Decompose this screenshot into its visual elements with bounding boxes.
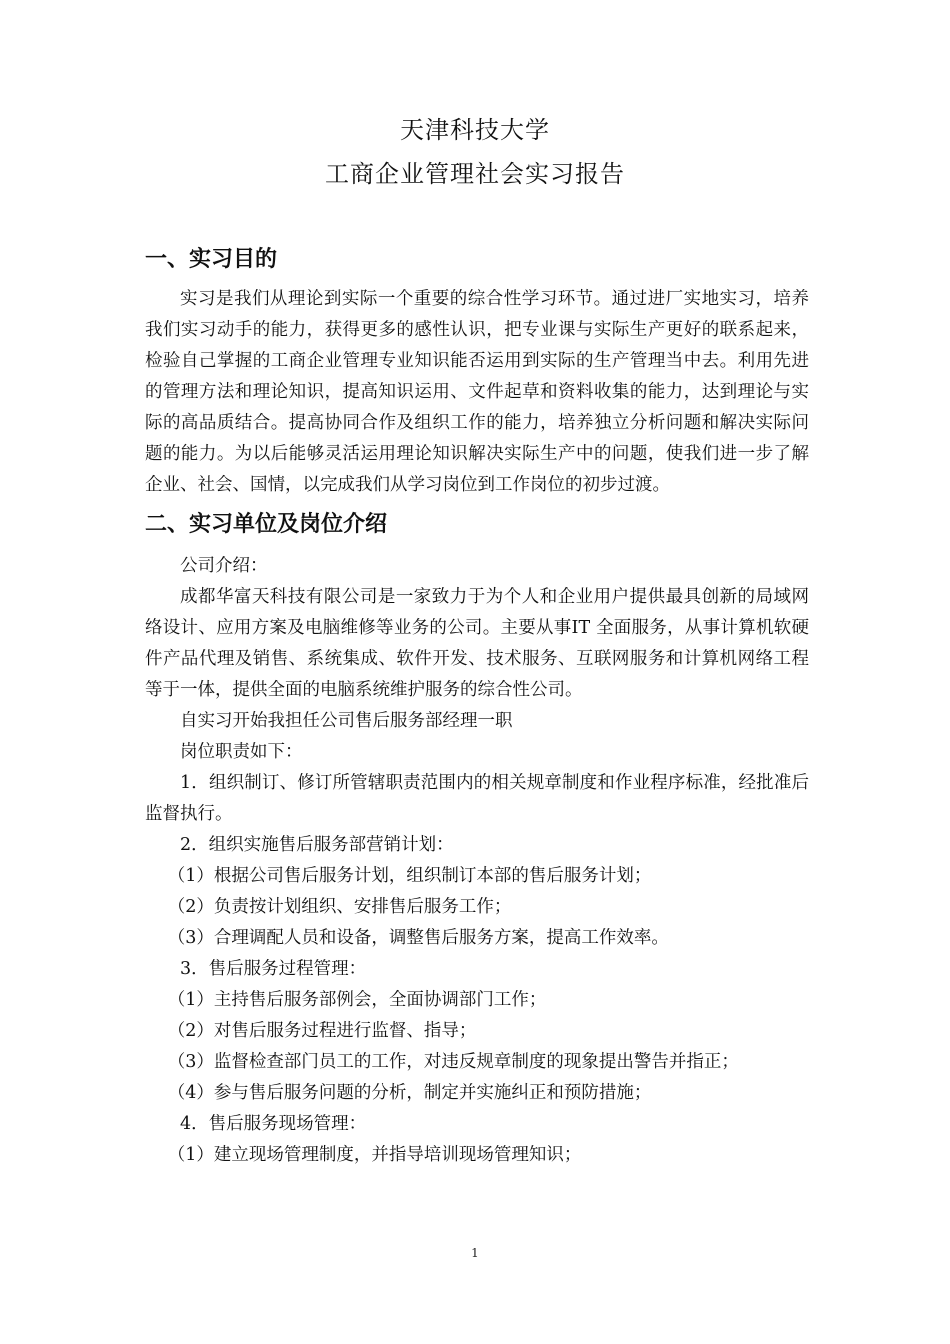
duty-2-item: （3）合理调配人员和设备，调整售后服务方案，提高工作效率。 bbox=[167, 928, 669, 948]
duty-3-item: （1）主持售后服务部例会，全面协调部门工作； bbox=[167, 990, 547, 1010]
duty-4: 4．售后服务现场管理： bbox=[180, 1114, 367, 1134]
duty-2-item: （2）负责按计划组织、安排售后服务工作； bbox=[167, 897, 512, 917]
duty-1: 1．组织制订、修订所管辖职责范围内的相关规章制度和作业程序标准，经批准后监督执行。 bbox=[145, 773, 809, 824]
duty-3-item: （4）参与售后服务问题的分析，制定并实施纠正和预防措施； bbox=[167, 1083, 652, 1103]
duty-3-item: （3）监督检查部门员工的工作，对违反规章制度的现象提出警告并指正； bbox=[167, 1052, 739, 1072]
title-block bbox=[0, 108, 950, 196]
company-intro-text: 成都华富天科技有限公司是一家致力于为个人和企业用户提供最具创新的局域网络设计、应用方案及电脑维修等业务的公司。主要从事IT 全面服务，从事计算机软硬件产品代理及销售、系统集成、软件开发、技术服务、互联网服务和计算机网络工程等于一体，提供全面的电脑系统维护服务的综合性公司。 bbox=[145, 587, 809, 700]
section-1-paragraph: 实习是我们从理论到实际一个重要的综合性学习环节。通过进厂实地实习，培养我们实习动手的能力，获得更多的感性认识，把专业课与实际生产更好的联系起来，检验自己掌握的工商企业管理专业知识能否运用到实际的生产管理当中去。利用先进的管理方法和理论知识，提高知识运用、文件起草和资料收集的能力，达到理论与实际的高品质结合。提高协同合作及组织工作的能力，培养独立分析问题和解决实际问题的能力。为以后能够灵活运用理论知识解决实际生产中的问题，使我们进一步了解企业、社会、国情，以完成我们从学习岗位到工作岗位的初步过渡。 bbox=[145, 289, 809, 495]
section-2-heading: 二、实习单位及岗位介绍 bbox=[145, 512, 388, 537]
position-text: 自实习开始我担任公司售后服务部经理一职 bbox=[180, 711, 513, 731]
duty-2-item: （1）根据公司售后服务计划，组织制订本部的售后服务计划； bbox=[167, 866, 652, 886]
duty-3: 3．售后服务过程管理： bbox=[180, 959, 367, 979]
duty-2: 2．组织实施售后服务部营销计划： bbox=[180, 835, 454, 855]
duty-3-item: （2）对售后服务过程进行监督、指导； bbox=[167, 1021, 477, 1041]
university-name: 天津科技大学 bbox=[400, 116, 550, 144]
company-intro-label: 公司介绍： bbox=[180, 556, 268, 576]
report-title: 工商企业管理社会实习报告 bbox=[325, 160, 625, 188]
document-body bbox=[145, 240, 809, 1171]
duty-4-item: （1）建立现场管理制度，并指导培训现场管理知识； bbox=[167, 1145, 582, 1165]
duties-label: 岗位职责如下： bbox=[180, 742, 303, 762]
section-1-heading: 一、实习目的 bbox=[145, 247, 278, 272]
page-number: 1 bbox=[471, 1246, 479, 1260]
